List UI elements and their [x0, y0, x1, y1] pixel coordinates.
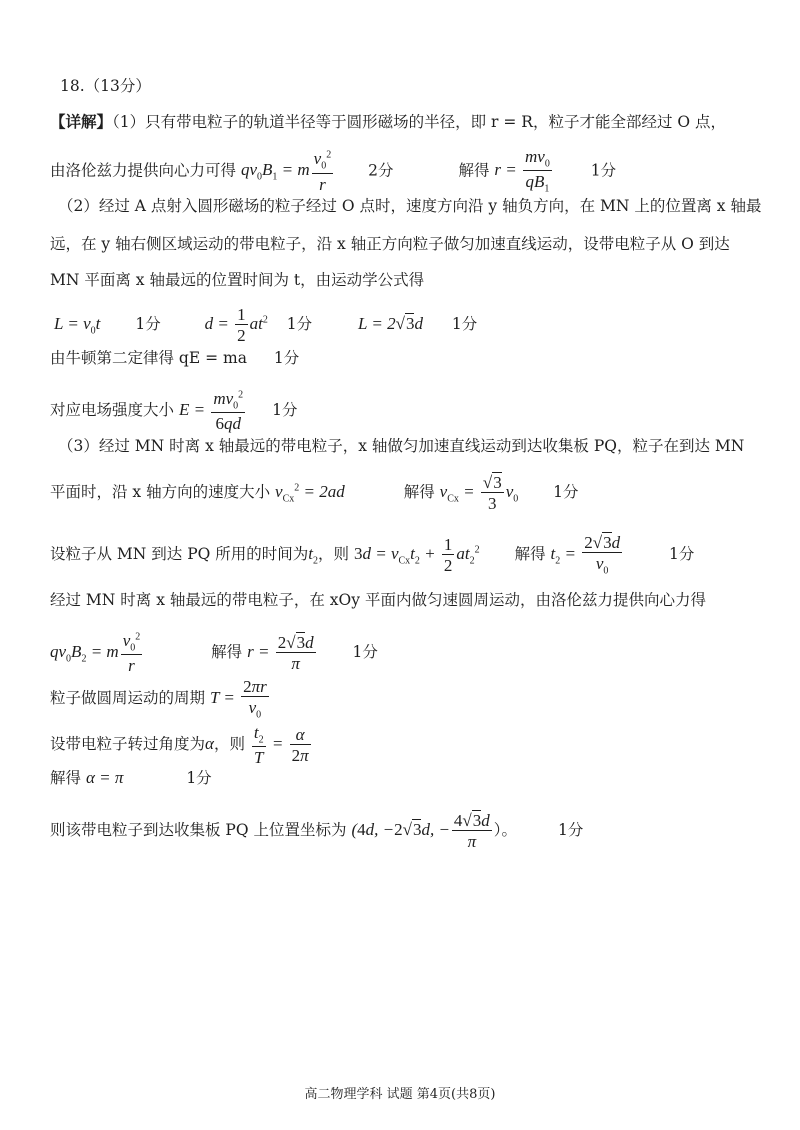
formula-vcx-squared: $v_{Cx}^2 = 2ad$	[275, 481, 345, 505]
formula-t2: $t_2$ = $\frac{2√3d}{v_0}$	[550, 533, 621, 577]
part3-line2: 平面时，沿 x 轴方向的速度大小 $v_{Cx}^2 = 2ad$ 解得 $v_{Cx}$ = $\frac{√3}{3}$ $v_0$ 1分	[50, 473, 579, 513]
formula-alpha: α = π	[85, 768, 124, 787]
part1-line1	[50, 112, 726, 132]
formula-vcx: $v_{Cx}$ = $\frac{√3}{3}$ $v_0$	[439, 473, 519, 513]
formula-ratio: $\frac{t_2}{T}$ = $\frac{\alpha}{2\pi}$	[253, 723, 309, 768]
part3-line5: $qv_0B_2 = m$ $\frac{v_0^2}{r}$ 解得 r = $\frac{2√3d}{\pi}$ 1分	[50, 631, 378, 676]
part3-line3: 设粒子从 MN 到达 PQ 所用的时间为$t_2$，则 $3d = v_{Cx}t_2$ + $\frac{1}{2}$ $at_2^2$ 解得 $t_2$ = $\frac{2√3d}{v_0}$ 1分	[50, 533, 695, 577]
formula-L-vt: $L = v_0t$	[54, 313, 101, 337]
part2-field: 对应电场强度大小 E = $\frac{mv_0^2}{6qd}$ 1分	[50, 389, 298, 434]
part3-line4: 经过 MN 时离 x 轴最远的带电粒子，在 xOy 平面内做匀速圆周运动，由洛伦兹力提供向心力得	[50, 591, 706, 609]
part3-line8: 解得 α = π 1分	[50, 768, 212, 787]
part2-line3: MN 平面离 x 轴最远的位置时间为 t，由运动学公式得	[50, 271, 425, 289]
formula-coordinates: (4d, −2√3d, − $\frac{4√3d}{\pi}$	[351, 811, 490, 851]
part1-text: （1）只有带电粒子的轨道半径等于圆形磁场的半径，即 r = R，粒子才能全部经过 O 点，	[112, 113, 727, 131]
part3-line9: 则该带电粒子到达收集板 PQ 上位置坐标为 (4d, −2√3d, − $\frac{4√3d}{\pi}$ ）。 1分	[50, 811, 584, 851]
part3-line7: 设带电粒子转过角度为α，则 $\frac{t_2}{T}$ = $\frac{\alpha}{2\pi}$	[50, 724, 313, 766]
formula-period: T = $\frac{2\pi r}{v_0}$	[209, 677, 267, 721]
formula-d-half-at2: d = $\frac{1}{2}$ $at^2$	[204, 305, 268, 345]
part1-line2: 由洛伦兹力提供向心力可得 $qv_0B_1 = m$ $\frac{v_0^2}{r}$ 2分 解得 r = $\frac{mv_0}{qB_1}$ 1分	[50, 147, 617, 195]
part2-line1: （2）经过 A 点射入圆形磁场的粒子经过 O 点时，速度方向沿 y 轴负方向，在 MN 上的位置离 x 轴最	[58, 197, 762, 215]
formula-r-result: r = $\frac{2√3d}{\pi}$	[247, 633, 314, 674]
page-footer: 高二物理学科 试题 第4页(共8页)	[304, 1087, 496, 1102]
detail-tag: 【详解】	[50, 112, 113, 131]
formula-lorentz-1: $qv_0B_1 = m$ $\frac{v_0^2}{r}$	[240, 149, 332, 194]
formula-L-2root3d: L = 2√3d	[358, 313, 423, 333]
part2-newton: 由牛顿第二定律得 qE = ma 1分	[50, 349, 300, 367]
question-heading: 18.（13分）	[60, 77, 151, 95]
formula-lorentz-2: $qv_0B_2 = m$ $\frac{v_0^2}{r}$	[50, 631, 141, 676]
formula-E: E = $\frac{mv_0^2}{6qd}$	[178, 389, 244, 434]
part2-kinematics: $L = v_0t$ 1分 d = $\frac{1}{2}$ $at^2$ 1分 L = 2√3d 1分	[54, 305, 478, 345]
part3-line6: 粒子做圆周运动的周期 T = $\frac{2\pi r}{v_0}$	[50, 678, 271, 720]
part2-line2: 远，在 y 轴右侧区域运动的带电粒子，沿 x 轴正方向粒子做匀加速直线运动，设带电粒子从 O 到达	[50, 235, 730, 253]
formula-3d: $3d = v_{Cx}t_2$ + $\frac{1}{2}$ $at_2^2$	[353, 535, 480, 576]
part3-line1: （3）经过 MN 时离 x 轴最远的带电粒子，x 轴做匀加速直线运动到达收集板 PQ，粒子在到达 MN	[58, 437, 745, 455]
formula-radius: r = $\frac{mv_0}{qB_1}$	[494, 147, 550, 195]
